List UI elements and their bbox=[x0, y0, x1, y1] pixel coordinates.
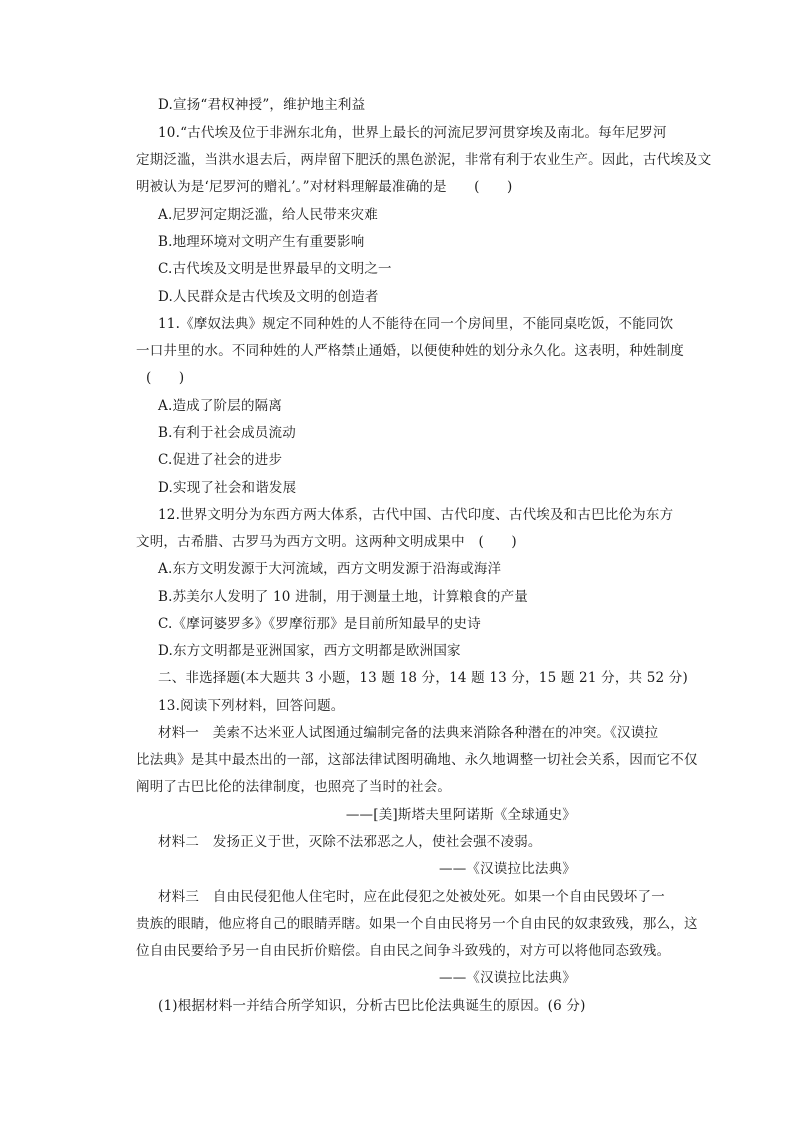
material-1-line-3: 阐明了古巴比伦的法律制度，也照亮了当时的社会。 bbox=[136, 779, 452, 795]
material-3-line-1: 材料三 自由民侵犯他人住宅时，应在此侵犯之处被处死。如果一个自由民毁坏了一 bbox=[158, 889, 665, 905]
q10-stem-line-3: 明被认为是‘尼罗河的赠礼’。”对材料理解最准确的是 ( ) bbox=[136, 179, 513, 195]
q10-option-d: D.人民群众是古代埃及文明的创造者 bbox=[158, 289, 379, 305]
q10-option-a: A.尼罗河定期泛滥，给人民带来灾难 bbox=[158, 207, 378, 223]
q12-stem-line-1: 12.世界文明分为东西方两大体系，古代中国、古代印度、古代埃及和古巴比伦为东方 bbox=[158, 507, 674, 523]
material-2-source: ——《汉谟拉比法典》 bbox=[439, 861, 576, 877]
q13-stem: 13.阅读下列材料，回答问题。 bbox=[158, 698, 345, 714]
q12-option-c: C.《摩诃婆罗多》《罗摩衍那》是目前所知最早的史诗 bbox=[158, 616, 481, 632]
q12-option-b: B.苏美尔人发明了 10 进制，用于测量土地，计算粮食的产量 bbox=[158, 589, 528, 605]
section-2-heading: 二、非选择题(本大题共 3 小题，13 题 18 分，14 题 13 分，15 题 21 分，共 52 分) bbox=[158, 670, 688, 686]
material-1-source: ——[美]斯塔夫里阿诺斯《全球通史》 bbox=[345, 807, 576, 823]
q11-stem-line-1: 11.《摩奴法典》规定不同种姓的人不能待在同一个房间里，不能同桌吃饭，不能同饮 bbox=[158, 316, 674, 332]
q11-stem-line-2: 一口井里的水。不同种姓的人严格禁止通婚，以便使种姓的划分永久化。这表明，种姓制度 bbox=[136, 343, 684, 359]
material-2-line-1: 材料二 发扬正义于世，灭除不法邪恶之人，使社会强不凌弱。 bbox=[158, 834, 542, 850]
q13-sub-question-1: (1)根据材料一并结合所学知识，分析古巴比伦法典诞生的原因。(6 分) bbox=[158, 998, 586, 1014]
q12-stem-line-2: 文明，古希腊、古罗马为西方文明。这两种文明成果中 ( ) bbox=[136, 534, 517, 550]
q10-stem-line-1: 10.“古代埃及位于非洲东北角，世界上最长的河流尼罗河贯穿埃及南北。每年尼罗河 bbox=[158, 125, 667, 141]
material-3-line-2: 贵族的眼睛，他应将自己的眼睛弄瞎。如果一个自由民将另一个自由民的奴隶致残，那么，这 bbox=[136, 916, 698, 932]
q10-option-c: C.古代埃及文明是世界最早的文明之一 bbox=[158, 261, 392, 277]
q11-option-d: D.实现了社会和谐发展 bbox=[158, 480, 297, 496]
q11-option-a: A.造成了阶层的隔离 bbox=[158, 398, 283, 414]
material-3-line-3: 位自由民要给予另一自由民折价赔偿。自由民之间争斗致残的，对方可以将他同态致残。 bbox=[136, 943, 671, 959]
q10-option-b: B.地理环境对文明产生有重要影响 bbox=[158, 234, 365, 250]
q11-option-c: C.促进了社会的进步 bbox=[158, 452, 283, 468]
q10-stem-line-2: 定期泛滥，当洪水退去后，两岸留下肥沃的黑色淤泥，非常有利于农业生产。因此，古代埃及文 bbox=[136, 152, 712, 168]
q9-option-d: D.宣扬“君权神授”，维护地主利益 bbox=[158, 97, 366, 113]
q12-option-a: A.东方文明发源于大河流域，西方文明发源于沿海或海洋 bbox=[158, 561, 502, 577]
q11-option-b: B.有利于社会成员流动 bbox=[158, 425, 296, 441]
material-1-line-2: 比法典》是其中最杰出的一部，这部法律试图明确地、永久地调整一切社会关系，因而它不仅 bbox=[136, 752, 698, 768]
material-3-source: ——《汉谟拉比法典》 bbox=[439, 970, 576, 986]
material-1-line-1: 材料一 美索不达米亚人试图通过编制完备的法典来消除各种潜在的冲突。《汉谟拉 bbox=[158, 725, 659, 741]
q12-option-d: D.东方文明都是亚洲国家，西方文明都是欧洲国家 bbox=[158, 643, 461, 659]
q11-stem-line-3: ( ) bbox=[146, 370, 185, 386]
